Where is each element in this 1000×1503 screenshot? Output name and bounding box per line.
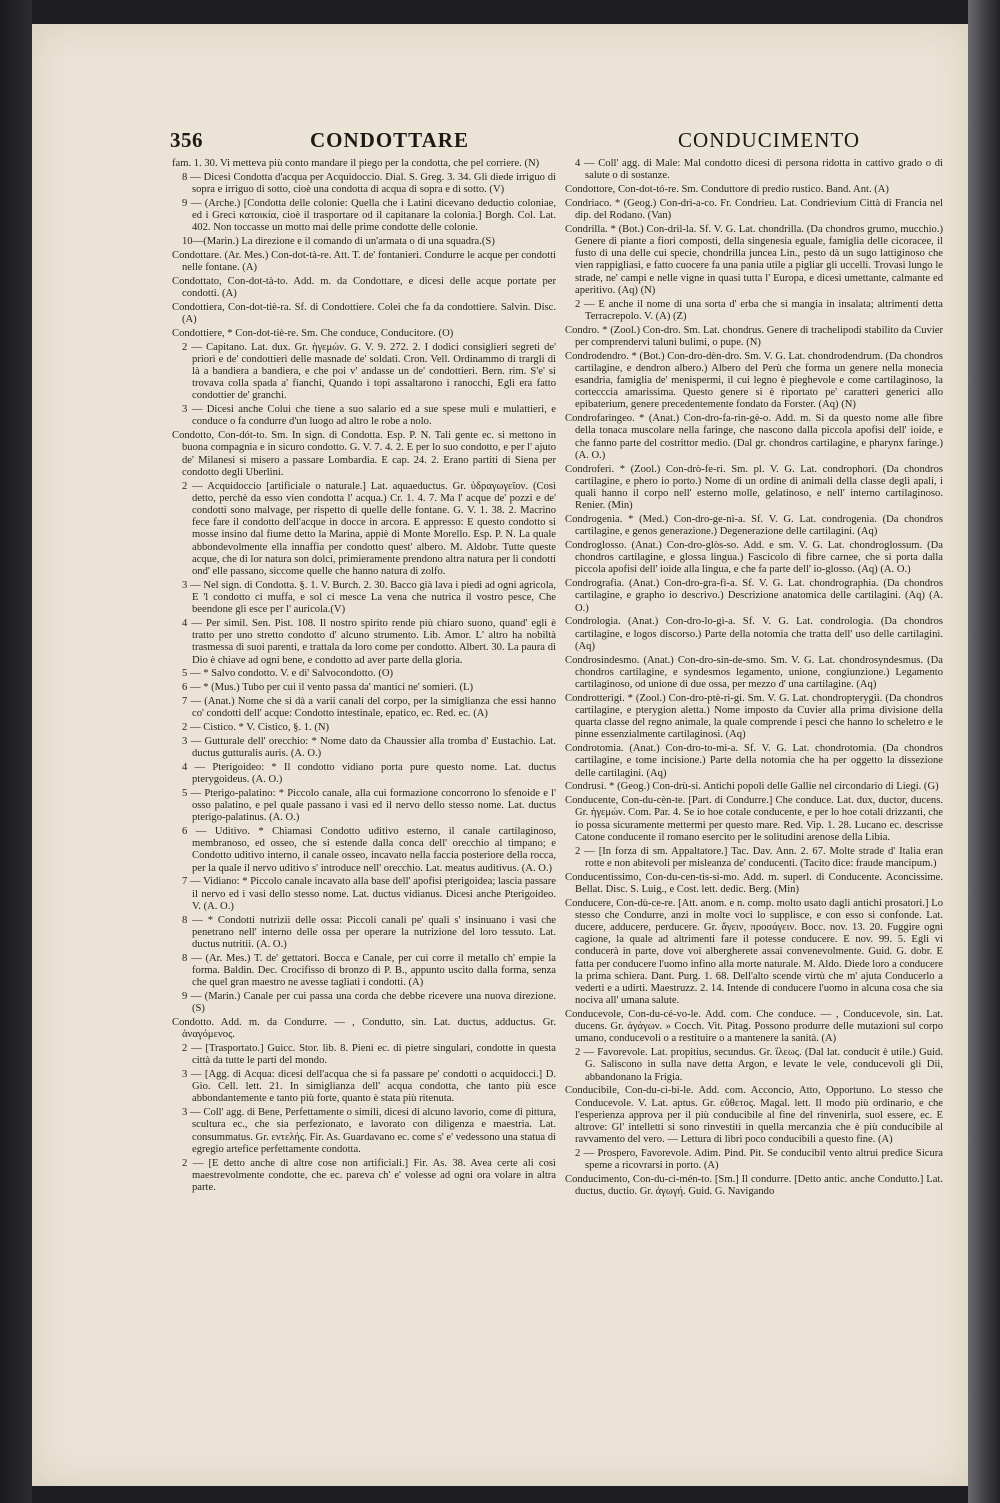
dictionary-entry: 2 — [E detto anche di altre cose non artificiali.] Fir. As. 38. Avea certe ali così maestrevolmente condotte, che ec. pareva ch' e' volesse ad ogni ora volare in altra parte.: [182, 1157, 556, 1194]
dictionary-entry: 5 — Pterigo-palatino: * Piccolo canale, alla cui formazione concorrono lo sfenoide e l' osso palatino, e pel quale passano i vasi ed il nervo dello stesso nome. Lat. ductus pterigo-palatinus. (A. O.): [182, 787, 556, 824]
dictionary-entry: 4 — Pterigoideo: * Il condotto vidiano porta pure questo nome. Lat. ductus pterygoideus. (A. O.): [182, 761, 556, 786]
dictionary-entry: Condro. * (Zool.) Con-dro. Sm. Lat. chondrus. Genere di trachelipodi stabilito da Cuvier per comprendervi taluni bulimi, o pupe. (N): [565, 324, 943, 348]
dictionary-entry: Condrosindesmo. (Anat.) Con-dro-sin-de-smo. Sm. V. G. Lat. chondrosyndesmus. (Da chondros cartilagine, e syndesmos legamento, unione, congiunzione.) Legamento cartilaginoso, od unione di due ossa, per mezzo d' una cartilagine. (Aq): [565, 654, 943, 691]
dictionary-entry: 10—(Marin.) La direzione e il comando di un'armata o di una squadra.(S): [182, 236, 495, 247]
dictionary-entry: Condrotomia. (Anat.) Con-dro-to-mì-a. Sf. V. G. Lat. chondrotomia. (Da chondros cartilagine, e tome incisione.) Parte della notomia che ha per oggetto la dissezione delle cartilagini. (Aq): [565, 743, 943, 779]
dictionary-entry: 2 — [Trasportato.] Guicc. Stor. lib. 8. Pieni ec. di pietre singulari, condotte in questa città da tutte le parti del mondo.: [182, 1043, 556, 1067]
page-gutter-shadow: [0, 0, 32, 1503]
dictionary-entry: 8 — * Condotti nutrizii delle ossa: Piccoli canali pe' quali s' insinuano i vasi che penetrano nell' interno delle ossa per operare la nutrizione del loro tessuto. Lat. ductus nutritii. (A. O.): [182, 914, 556, 951]
dictionary-entry: 2 — [In forza di sm. Appaltatore.] Tac. Dav. Ann. 2. 67. Molte strade d' Italia eran rotte e non abitevoli per misleanza de' conducenti. (Tacito dice: fraude mancipum.): [575, 845, 943, 869]
dictionary-entry: 2 — Acquidoccio [artificiale o naturale.] Lat. aquaeductus. Gr. ὑδραγωγεῖον. (Così detto, perchè da esso vien condotta l' acqua.) Cr. 1. 4. 7. Ma l' acque de' pozzi e de' condotti sono malvage, per rispetto di quelle delle fontane. G. V. 1. 38. 2. Macrino fece fare il condotto dell'acque in docce in arcora. E appresso: E questo condotto si mosse insino dal fiume detto la Marina, appiè di Monte Morello. Esp. P. N. La quale abbondevolmente ella innaffia per condotto quest' albero. M. Aldobr. Tutte queste acque, che di lor natura son dolci, primieramente prendono altra natura per li condotti ond' elle passano, siccome quelle che hanno natura di zolfo.: [182, 480, 556, 578]
dictionary-entry: 6 — * (Mus.) Tubo per cui il vento passa da' mantici ne' somieri. (L): [182, 682, 473, 694]
dictionary-entry: Condrotterigi. * (Zool.) Con-dro-ptè-ri-gi. Sm. V. G. Lat. chondropterygii. (Da chondros cartilagine, e pterygion aletta.) Nome imposto da Cuvier alla prima divisione della quarta classe del regno animale, la quale comprende i pesci che hanno lo scheletro e le pinne essenzialmente cartilaginosi. (Aq): [565, 692, 943, 741]
dictionary-entry: Condrilla. * (Bot.) Con-dril-la. Sf. V. G. Lat. chondrilla. (Da chondros grumo, mucchio.) Genere di piante a fiori composti, della singenesia eguale, famiglia delle cicoracee, il fusto di una delle cui specie, chondrilla juncea Lin., pesto dà un sugo lattiginoso che vien rappigliasi, e fatto cuocere fa una pania utile a pigliar gli uccelli. Trovasi lungo le strade, ne' campi e nelle vigne in quasi tutta l' Europa, e dicesi umettante, calmante ed aperitivo. (Aq) (N): [565, 223, 943, 296]
running-head-right: CONDUCIMENTO: [678, 128, 860, 152]
dictionary-entry: Condrogenia. * (Med.) Con-dro-ge-nì-a. Sf. V. G. Lat. condrogenia. (Da chondros cartilagine, e genos generazione.) Degenerazione delle cartilagini. (Aq): [565, 514, 943, 538]
dictionary-entry: Condroferi. * (Zool.) Con-drò-fe-ri. Sm. pl. V. G. Lat. condrophori. (Da chondros cartilagine, e phero io porto.) Nome di un ordine di animali della classe degli apali, i quali hanno il corpo nell' esterno molle, gelatinoso, e nell' interno cartilaginoso. Renier. (Min): [565, 463, 943, 512]
dictionary-entry: Conducibile, Con-du-ci-bi-le. Add. com. Acconcio, Atto, Opportuno. Lo stesso che Conducevole. V. Lat. aptus. Gr. εὔθετος. Magal. lett. Il modo più ordinario, e che l'esperienza approva per il più conducibile al fine del rinvenirla, suol essere, ec. E altrove: Gl' intelletti si sono rinvestiti in quella mercanzia che è più conducibile al ravvamento del vero. — Lettura di libri poco conducibili a questo fine. (A): [565, 1085, 943, 1146]
dictionary-entry: Condrodendro. * (Bot.) Con-dro-dèn-dro. Sm. V. G. Lat. chondrodendrum. (Da chondros cartilagine, e dendron albero.) Albero del Perù che forma un genere nella monecia esandria, famiglia de' menispermi, il cui legno è pieghevole e come cartilaginoso, la cortecccia amarissima. Questo genere si è riportato pe' caratteri generici allo epibaterium, genere precedentemente fondato da Forster. (Aq) (N): [565, 350, 943, 411]
page-number: 356: [170, 128, 203, 152]
dictionary-entry: Conducevole, Con-du-cé-vo-le. Add. com. Che conduce. — , Conducevole, sin. Lat. ducens. Gr. ἀγάγων. » Cocch. Vit. Pitag. Possono produrre delle mutazioni sul corpo umano, conducevoli o a restituire o a mantenere la sanità. (A): [565, 1009, 943, 1045]
dictionary-entry: Condotto. Add. m. da Condurre. — , Condutto, sin. Lat. ductus, adductus. Gr. ἀναγόμενος.: [172, 1017, 556, 1041]
left-column: [172, 158, 556, 1393]
dictionary-entry: 8 — (Ar. Mes.) T. de' gettatori. Bocca e Canale, per cui corre il metallo ch' empie la forma. Baldin. Dec. Crocifisso di bronzo di P. B., appunto uscito dalla forma, senza che quel gran maestro ne avesse tagliati i condotti. (A): [182, 952, 556, 989]
dictionary-entry: 6 — Uditivo. * Chiamasi Condotto uditivo esterno, il canale cartilaginoso, membranoso, ed osseo, che si estende dalla conca dell' orecchio al timpano; e Condotto uditivo interno, il canale osseo, incavato nella faccia posteriore della rocca, per la quale il nervo uditivo s' introduce nell' orecchio. Lat. meatus auditivus. (A. O.): [182, 826, 556, 874]
right-column: [565, 158, 943, 1358]
page-edge-right: [968, 0, 1000, 1503]
dictionary-entry: 7 — Vidiano: * Piccolo canale incavato alla base dell' apofisi pterigoidea; lascia passare il nervo ed i vasi dello stesso nome. Lat. ductus vidianus. Dicesi anche Pterigoideo. V. (A. O.): [182, 876, 556, 912]
dictionary-entry: Conducimento, Con-du-ci-mén-to. [Sm.] Il condurre. [Detto antic. anche Condutto.] Lat. ductus, ductio. Gr. ἀγωγή. Guid. G. Navigando: [565, 1174, 943, 1198]
running-head: [170, 128, 860, 154]
dictionary-entry: 3 — [Agg. di Acqua: dicesi dell'acqua che si fa passare pe' condotti o acquidocci.] D. Gio. Cell. lett. 21. In simiglianza dell' acqua condotta, che tanto più esce abbondantemente e tanto più forte, quanto è stata più ritenuta.: [182, 1069, 556, 1105]
dictionary-entry: Condottore, Con-dot-tó-re. Sm. Conduttore di predio rustico. Band. Ant. (A): [565, 184, 889, 195]
dictionary-entry: fam. 1. 30. Vi metteva più conto mandare il piego per la condotta, che pel corriere. (N): [172, 158, 540, 169]
dictionary-entry: Condroglosso. (Anat.) Con-dro-glòs-so. Add. e sm. V. G. Lat. chondroglossum. (Da chondros cartilagine, e glossa lingua.) Fascicolo di fibre carnee, che si porta dalla piccola apofisi dell' ioide alla lingua, e che fa parte dell' io-glosso. (Aq) (A. O.): [565, 540, 943, 576]
dictionary-entry: 2 — Prospero, Favorevole. Adim. Pind. Pit. Se conducibil vento altrui predice Sicura speme a ricovrarsi in porto. (A): [575, 1148, 943, 1172]
dictionary-entry: Condottato, Con-dot-tà-to. Add. m. da Condottare, e dicesi delle acque portate per condotti. (A): [172, 275, 556, 299]
dictionary-entry: 8 — Dicesi Condotta d'acqua per Acquidoccio. Dial. S. Greg. 3. 34. Gli diede irriguo di sopra e irriguo di sotto, cioè una condotta di acqua di sopra e di sotto. (V): [182, 171, 556, 195]
dictionary-entry: Condrusi. * (Geog.) Con-drù-si. Antichi popoli delle Gallie nel circondario di Liegi. (G): [565, 781, 939, 793]
dictionary-entry: Conducente, Con-du-cèn-te. [Part. di Condurre.] Che conduce. Lat. dux, ductor, ducens. Gr. ἡγεμών. Com. Par. 4. Se io hoe cotale conducente, e per lo hoe cotali drizzanti, che io possa sicuramente mettermi per questo mare. Red. Vip. 1. 28. Lucano ec. descrisse Catone conducente il romano esercito per le solitudini arenose della Libia.: [565, 795, 943, 843]
dictionary-entry: 3 — Gutturale dell' orecchio: * Nome dato da Chaussier alla tromba d' Eustachio. Lat. ductus gutturalis auris. (A. O.): [182, 735, 556, 760]
dictionary-entry: 4 — Coll' agg. di Male: Mal condotto dicesi di persona ridotta in cattivo grado o di salute o di sostanze.: [575, 158, 943, 182]
dictionary-entry: 5 — * Salvo condotto. V. e di' Salvocondotto. (O): [182, 668, 394, 680]
dictionary-entry: 2 — Favorevole. Lat. propitius, secundus. Gr. ἵλεως. (Dal lat. conducit è utile.) Guid. G. Saliscono in sulla nave detta Argon, e levate le vele, conducevoli gli Dii, abbandonano la Frigia.: [575, 1047, 943, 1083]
dictionary-entry: 2 — E anche il nome di una sorta d' erba che si mangia in insalata; altrimenti detta Terracrepolo. V. (A) (Z): [575, 298, 943, 322]
running-head-left: CONDOTTARE: [310, 128, 469, 152]
dictionary-entry: 3 — Coll' agg. di Bene, Perfettamente o simili, dicesi di alcuno lavorio, come di pittura, scultura ec., che sia perfezionato, e lavorato con diligenza e maestria. Lat. consummatus. Gr. εντελής. Fir. As. Guardavano ec. come s' e' vedessono una statua di egregio artefice perfettamente condotta.: [182, 1107, 556, 1155]
dictionary-entry: Condrologia. (Anat.) Con-dro-lo-gì-a. Sf. V. G. Lat. condrologia. (Da chondros cartilagine, e logos discorso.) Parte della notomia che tratta dell' uso delle cartilagini. (Aq): [565, 616, 943, 652]
dictionary-entry: 7 — (Anat.) Nome che si dà a varii canali del corpo, per la simiglianza che essi hanno co' condotti dell' acque: Condotto intestinale, epatico, ec. Red. ec. (A): [182, 696, 556, 720]
dictionary-entry: 9 — (Arche.) [Condotta delle colonie: Quella che i Latini dicevano deductio coloniae, ed i Greci κατοικία, cioè il trasportare od il capitanare la colonia.] Borgh. Col. Lat. 402. Non toccasse un motto mai delle prime condotte delle colonie.: [182, 197, 556, 234]
dictionary-entry: 2 — Capitano. Lat. dux. Gr. ἡγεμών. G. V. 9. 272. 2. I dodici consiglieri segreti de' priori e de' condottieri delle masnade de' soldati. Cron. Vell. Ordinammo di trargli di là a bandiera a bandiera, e che poi v' andasse un de' condottieri. Bern. rim. S'e' si trovava colla spada a' fianchi, Quando i topi assaltarono i ranocchi, Egli era fatto condottier de' granchi.: [182, 341, 556, 402]
dictionary-entry: Condottiera, Con-dot-tiè-ra. Sf. di Condottiere. Colei che fa da condottiere. Salvin. Disc. (A): [172, 301, 556, 325]
dictionary-entry: Conducere, Con-dù-ce-re. [Att. anom. e n. comp. molto usato dagli antichi prosatori.] Lo stesso che Condurre, anzi in molte voci lo supplisce, e con esso si confonde. Lat. ducere, adducere, perducere. Gr. ἄγειν, προσάγειν. Bocc. nov. 13. 20. Fuggire ogni cagione, la quale ad altrimenti fare il potesse conducere. E nov. 99. 5. Egli vi conducerà in parte, dove voi albergherete assai convenevolmente. Guid. G. dobr. E fatta per conducere l'uomo infino alla morte naturale. M. Aldo. Diede loro a conducere la prima schiera. Dant. Purg. 1. 68. Dell'alto scende virtù che m' ajuta Conducerlo a vederti e a udirti. Maestruzz. 2. 14. Intende di conducere l'uomo in alcuna cosa che sia nociva all' umana salute.: [565, 897, 943, 1007]
dictionary-entry: Condotto, Con-dót-to. Sm. In sign. di Condotta. Esp. P. N. Tali gente ec. si mettono in buona compagnia e in sicuro condotto. G. V. 7. 4. 2. E per lo suo condotto, e per l' ajuto de' Milanesi si misero a passare Lombardia. E cap. 24. 2. Erano partiti di Siena per condotto degli Uberlini.: [172, 430, 556, 478]
dictionary-entry: Condrografia. (Anat.) Con-dro-gra-fì-a. Sf. V. G. Lat. chondrographia. (Da chondros cartilagine, e grapho io descrivo.) Descrizione anatomica delle cartilagini. (Aq) (A. O.): [565, 578, 943, 614]
dictionary-entry: Condottiere, * Con-dot-tiè-re. Sm. Che conduce, Conducitore. (O): [172, 327, 454, 339]
dictionary-entry: Condriaco. * (Geog.) Con-drì-a-co. Fr. Condrieu. Lat. Condrievium Città di Francia nel dip. del Rodano. (Van): [565, 197, 943, 221]
dictionary-entry: Condrofaringeo. * (Anat.) Con-dro-fa-rin-gè-o. Add. m. Si da questo nome alle fibre della tonaca muscolare nella faringe, che nascono dalla piccola apofisi dell' ioide, e che fanno parte del costrittor medio. (Dal gr. chondros cartilagine, e pharynx faringe.) (A. O.): [565, 413, 943, 461]
dictionary-entry: Condottare. (Ar. Mes.) Con-dot-tà-re. Att. T. de' fontanieri. Condurre le acque per condotti nelle fontane. (A): [172, 249, 556, 273]
dictionary-entry: 2 — Cistico. * V. Cistico, §. 1. (N): [182, 722, 330, 734]
dictionary-entry: 3 — Nel sign. di Condotta. §. 1. V. Burch. 2. 30. Bacco già lava i piedi ad ogni agricola, E 'l condotto ci muffa, e sol ci mesce La vena che nutrica il vostro pesce, Che beendone gli esce per l' auricola.(V): [182, 579, 556, 616]
dictionary-entry: Conducentissimo, Con-du-cen-tis-si-mo. Add. m. superl. di Conducente. Aconcissime. Bellat. Disc. S. Luig., e Cost. lett. dedic. Berg. (Min): [565, 871, 943, 895]
dictionary-entry: 9 — (Marin.) Canale per cui passa una corda che debbe ricevere una nuova direzione. (S): [182, 991, 556, 1015]
dictionary-entry: 4 — Per simil. Sen. Pist. 108. Il nostro spirito rende più chiaro suono, quand' egli è tratto per uno stretto condotto d' alcuno strumento. Lib. Amor. L' altro ha nobiltà trasmessa di suoi parenti, e trattala da loro come per condotto. Albert. 30. La paura di Dio è chiave ad ogni bene, e condotto ad aver parte della gloria.: [182, 618, 556, 666]
dictionary-entry: 3 — Dicesi anche Colui che tiene a suo salario ed a sue spese muli e mulattieri, e conduce o fa condurre d'un luogo ad altro le robe a nolo.: [182, 404, 556, 428]
